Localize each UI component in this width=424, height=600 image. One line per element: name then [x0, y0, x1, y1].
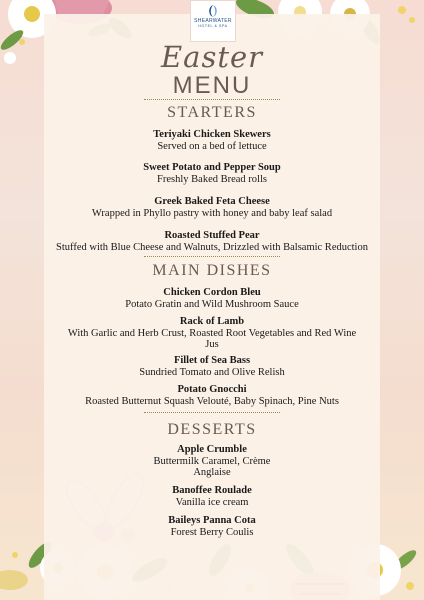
item-name: Baileys Panna Cota [168, 515, 256, 526]
logo-subtitle: HOTEL & SPA [198, 24, 228, 28]
item-description: Wrapped in Phyllo pastry with honey and baby leaf salad [91, 208, 333, 219]
item-description: Vanilla ice cream [175, 497, 249, 508]
divider [144, 412, 280, 413]
item-description: Roasted Butternut Squash Velouté, Baby Spinach, Pine Nuts [85, 396, 339, 407]
item-description: Stuffed with Blue Cheese and Walnuts, Drizzled with Balsamic Reduction [56, 242, 368, 253]
item-name: Greek Baked Feta Cheese [154, 196, 270, 207]
item-description: Potato Gratin and Wild Mushroom Sauce [125, 299, 299, 310]
item-name: Sweet Potato and Pepper Soup [143, 162, 281, 173]
item-name: Potato Gnocchi [177, 384, 247, 395]
divider [144, 99, 280, 100]
item-description-continued: Jus [205, 339, 219, 350]
item-description: Served on a bed of lettuce [157, 141, 267, 152]
menu-item [0, 355, 424, 378]
menu-item [0, 384, 424, 407]
title-menu: MENU [172, 72, 252, 99]
menu-item [0, 515, 424, 538]
item-name: Apple Crumble [177, 444, 247, 455]
item-name: Banoffee Roulade [172, 485, 252, 496]
item-description-continued: Anglaise [193, 467, 231, 478]
logo-name: SHEARWATER [194, 18, 232, 24]
item-description: Sundried Tomato and Olive Relish [139, 367, 285, 378]
title-easter: Easter [160, 40, 264, 74]
menu-item [0, 230, 424, 253]
item-name: Chicken Cordon Bleu [163, 287, 261, 298]
section-title-main-dishes: MAIN DISHES [152, 262, 272, 279]
menu-item [0, 196, 424, 219]
menu-item [0, 485, 424, 508]
item-name: Roasted Stuffed Pear [164, 230, 260, 241]
item-name: Teriyaki Chicken Skewers [153, 129, 271, 140]
item-name: Fillet of Sea Bass [173, 355, 251, 366]
hotel-logo [190, 0, 236, 42]
section-title-starters: STARTERS [167, 104, 257, 121]
item-description: With Garlic and Herb Crust, Roasted Root Vegetables and Red Wine [67, 328, 357, 339]
menu-item [0, 162, 424, 185]
item-name: Rack of Lamb [179, 316, 245, 327]
divider [144, 256, 280, 257]
menu-item [0, 129, 424, 152]
item-description: Freshly Baked Bread rolls [157, 174, 267, 185]
menu-item [0, 287, 424, 310]
section-title-desserts: DESSERTS [167, 421, 257, 438]
shearwater-logo-icon [205, 4, 221, 18]
menu-item [0, 316, 424, 350]
item-description: Buttermilk Caramel, Crème [153, 456, 271, 467]
menu-item [0, 444, 424, 478]
item-description: Forest Berry Coulis [170, 527, 254, 538]
